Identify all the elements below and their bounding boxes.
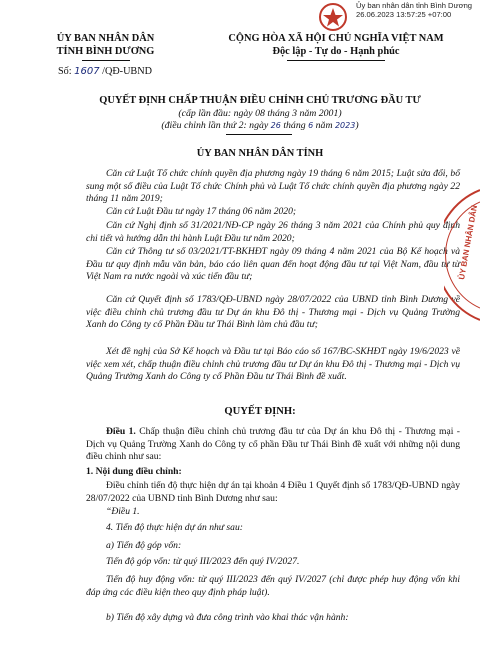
quote-line: a) Tiến độ góp vốn: bbox=[106, 540, 182, 551]
quote-line: Tiến độ huy động vốn: từ quý III/2023 đến quý IV/2027 (chỉ được phép huy động vốn khi đáp ứng các điều kiện theo quy định pháp luật). bbox=[86, 574, 460, 598]
issuer-block bbox=[28, 33, 183, 58]
motto-underline bbox=[287, 60, 385, 61]
amendment-month-label: tháng bbox=[283, 120, 306, 131]
ground-item: Căn cứ Luật Tổ chức chính quyền địa phương ngày 19 tháng 6 năm 2015; Luật sửa đổi, bổ sung một số điều của Luật Tổ chức Chính phủ và Luật Tổ chức chính quyền địa phương ngày 22 tháng 11 năm 2019; bbox=[86, 168, 460, 205]
ground-item: Căn cứ Luật Đầu tư ngày 17 tháng 06 năm 2020; bbox=[106, 206, 297, 217]
document-title: QUYẾT ĐỊNH CHẤP THUẬN ĐIỀU CHỈNH CHỦ TRƯƠNG ĐẦU TƯ bbox=[99, 95, 421, 106]
title-amendment bbox=[60, 120, 460, 131]
ground-item: Căn cứ Nghị định số 31/2021/NĐ-CP ngày 26 tháng 3 năm 2021 của Chính phủ quy định chi tiết và hướng dẫn thi hành Luật Đầu tư năm 2020; bbox=[86, 220, 460, 244]
nation-block bbox=[196, 33, 476, 58]
quote-line: Tiến độ góp vốn: từ quý III/2023 đến quý IV/2027. bbox=[106, 556, 300, 567]
section-text: Điều chỉnh tiến độ thực hiện dự án tại khoản 4 Điều 1 Quyết định số 1783/QĐ-UBND ngày 28/07/2022 của UBND tỉnh Bình Dương như sau: bbox=[86, 480, 460, 504]
official-seal-stamp bbox=[444, 180, 480, 330]
national-emblem-icon bbox=[312, 2, 354, 32]
quote-line: “Điều 1. bbox=[106, 506, 140, 517]
ground-item: Căn cứ Quyết định số 1783/QĐ-UBND ngày 28/07/2022 của UBND tỉnh Bình Dương về việc điều chỉnh chủ trương đầu tư Dự án khu Đô thị - Thương mại - Dịch vụ Quảng Trường Xanh do Công ty cổ Phần Đầu tư Thái Bình làm chủ đầu tư; bbox=[86, 294, 460, 331]
hand-month: 6 bbox=[308, 121, 314, 130]
article-1-label: Điều 1. bbox=[106, 426, 136, 437]
article-1 bbox=[86, 426, 460, 464]
section-heading: 1. Nội dung điều chỉnh: bbox=[86, 466, 182, 477]
number-prefix: Số: bbox=[58, 66, 72, 77]
decision-heading: QUYẾT ĐỊNH: bbox=[224, 406, 296, 417]
document-number bbox=[58, 66, 152, 77]
motto: Độc lập - Tự do - Hạnh phúc bbox=[272, 45, 400, 57]
article-1-text: Chấp thuận điều chỉnh chủ trương đầu tư của Dự án khu Đô thị - Thương mại - Dịch vụ Quảng Trường Xanh do Công ty cổ phần Đầu tư Thái Bình đề xuất với những nội dung điều chỉnh như sau: bbox=[86, 426, 461, 463]
issuer-name: ỦY BAN NHÂN DÂN bbox=[56, 33, 155, 44]
nation-title: CỘNG HÒA XÃ HỘI CHỦ NGHĨA VIỆT NAM bbox=[228, 33, 444, 44]
amendment-year-label: năm bbox=[315, 120, 333, 131]
ground-item: Xét đề nghị của Sở Kế hoạch và Đầu tư tại Báo cáo số 167/BC-SKHĐT ngày 19/6/2023 về việc xem xét, chấp thuận điều chỉnh chủ trương đầu tư Dự án khu Đô thị - Thương mại - Dịch vụ Quảng Trường Xanh do Công ty cổ Phần Đầu tư Thái Bình đề xuất. bbox=[86, 346, 460, 383]
stamp-text: ỦY BAN NHÂN DÂN bbox=[457, 204, 480, 281]
signature-datetime: 26.06.2023 13:57:25 +07:00 bbox=[356, 10, 452, 19]
quote-line: 4. Tiến độ thực hiện dự án như sau: bbox=[106, 522, 243, 533]
title-first-issue: (cấp lần đầu: ngày 08 tháng 3 năm 2001) bbox=[178, 108, 342, 119]
number-handwritten: 1607 bbox=[74, 66, 100, 77]
number-suffix: /QĐ-UBND bbox=[102, 66, 152, 77]
ground-item: Căn cứ Thông tư số 03/2021/TT-BKHĐT ngày 09 tháng 4 năm 2021 của Bộ Kế hoạch và Đầu tư quy định mẫu văn bản, báo cáo liên quan đến hoạt động đầu tư tại Việt Nam, đầu tư từ Việt Nam ra nước ngoài và xúc tiến đầu tư; bbox=[86, 246, 460, 283]
amendment-close: ) bbox=[355, 120, 359, 131]
authority-heading: ỦY BAN NHÂN DÂN TỈNH bbox=[196, 148, 324, 159]
hand-day: 26 bbox=[270, 121, 281, 130]
issuer-underline bbox=[82, 60, 130, 61]
issuer-province: TỈNH BÌNH DƯƠNG bbox=[56, 45, 155, 57]
quote-line: b) Tiến độ xây dựng và đưa công trình vào khai thác vận hành: bbox=[106, 612, 349, 623]
signature-org: Ủy ban nhân dân tỉnh Bình Dương bbox=[356, 1, 473, 10]
title-underline bbox=[226, 134, 292, 135]
hand-year: 2023 bbox=[334, 121, 356, 130]
digital-signature bbox=[356, 1, 478, 19]
amendment-prefix: (điều chỉnh lần thứ 2: ngày bbox=[161, 120, 269, 131]
